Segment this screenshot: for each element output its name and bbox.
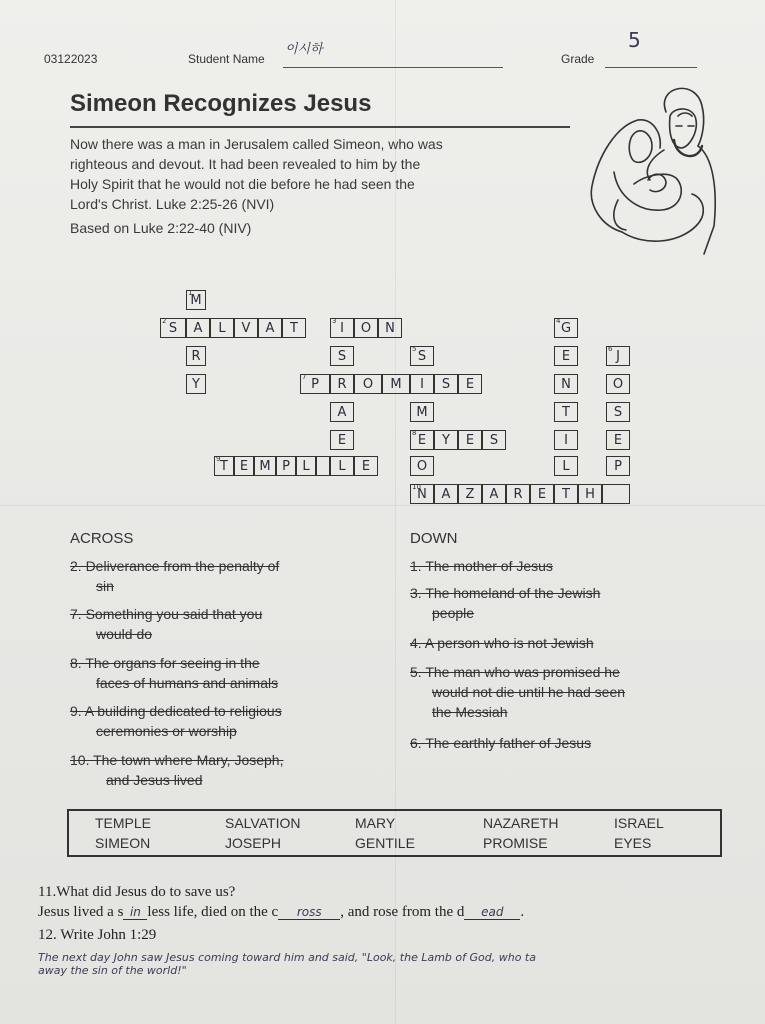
worksheet-title: Simeon Recognizes Jesus: [70, 90, 372, 117]
crossword-cell[interactable]: 1 M: [186, 290, 206, 310]
worksheet-code: 03122023: [44, 52, 98, 66]
crossword-cell[interactable]: 3 I: [330, 318, 354, 338]
crossword-cell[interactable]: L: [330, 456, 354, 476]
blank-sin[interactable]: in: [123, 905, 147, 920]
crossword-cell[interactable]: E: [554, 346, 578, 366]
clue-line: the Messiah: [432, 704, 508, 720]
crossword-cell[interactable]: 5 S: [410, 346, 434, 366]
blank-cross[interactable]: ross: [278, 905, 340, 920]
crossword-cell[interactable]: N: [554, 374, 578, 394]
answer-line: The next day John saw Jesus coming toward him and said, "Look, the Lamb of God, who ta: [38, 951, 536, 964]
clue-line: 10. The town where Mary, Joseph,: [70, 752, 284, 768]
down-clue-4: [410, 633, 594, 653]
based-on-reference: Based on Luke 2:22-40 (NIV): [70, 220, 252, 236]
crossword-cell[interactable]: S: [330, 346, 354, 366]
crossword-cell[interactable]: [316, 456, 330, 476]
crossword-cell[interactable]: Y: [186, 374, 206, 394]
question-12-answer[interactable]: [38, 951, 765, 977]
clue-line: 7. Something you said that you: [70, 606, 263, 622]
crossword-cell[interactable]: 6 J: [606, 346, 630, 366]
crossword-cell[interactable]: A: [482, 484, 506, 504]
word-bank-item: PROMISE: [483, 835, 548, 851]
question-11: 11.What did Jesus do to save us?: [38, 884, 236, 900]
clue-line: faces of humans and animals: [96, 675, 279, 691]
down-clue-3: [410, 583, 600, 623]
clue-line: 2. Deliverance from the penalty of: [70, 558, 280, 574]
crossword-cell[interactable]: E: [530, 484, 554, 504]
word-bank: [67, 809, 722, 857]
word-bank-item: SALVATION: [225, 815, 301, 831]
across-clue-8: [70, 653, 278, 693]
clue-line: 5. The man who was promised he: [410, 664, 620, 680]
down-heading: DOWN: [410, 530, 458, 547]
crossword-cell[interactable]: P: [606, 456, 630, 476]
question-12: 12. Write John 1:29: [38, 927, 157, 943]
crossword-cell[interactable]: E: [458, 374, 482, 394]
word-bank-item: EYES: [614, 835, 652, 851]
crossword-cell[interactable]: L: [296, 456, 316, 476]
clue-line: 4. A person who is not Jewish: [410, 635, 594, 651]
crossword-cell[interactable]: R: [330, 374, 354, 394]
crossword-cell[interactable]: Y: [434, 430, 458, 450]
crossword-cell[interactable]: E: [330, 430, 354, 450]
crossword-cell[interactable]: T: [282, 318, 306, 338]
clue-number: 6: [608, 345, 613, 353]
crossword-cell[interactable]: 4 G: [554, 318, 578, 338]
clue-number: 4: [556, 317, 561, 325]
clue-line: 8. The organs for seeing in the: [70, 655, 260, 671]
clue-number: 7: [302, 373, 307, 381]
word-bank-item: TEMPLE: [95, 815, 152, 831]
grade-value: 5: [628, 28, 641, 52]
crossword-cell[interactable]: O: [606, 374, 630, 394]
clue-number: 3: [332, 317, 337, 325]
grade-label: Grade: [561, 52, 595, 66]
clue-line: 1. The mother of Jesus: [410, 558, 553, 574]
crossword-cell[interactable]: O: [354, 318, 378, 338]
clue-line: 9. A building dedicated to religious: [70, 703, 282, 719]
crossword-cell[interactable]: I: [554, 430, 578, 450]
student-name-value: 이시하: [285, 42, 323, 57]
crossword-cell[interactable]: A: [434, 484, 458, 504]
clue-number: 8: [412, 429, 417, 437]
clue-line: ceremonies or worship: [96, 723, 237, 739]
clue-line: people: [432, 605, 475, 621]
question-11-answer: [38, 904, 524, 921]
verse-line: Now there was a man in Jerusalem called Simeon, who was: [70, 136, 443, 152]
crossword-cell[interactable]: E: [354, 456, 378, 476]
crossword-cell[interactable]: L: [554, 456, 578, 476]
verse-line: Holy Spirit that he would not die before he had seen the: [70, 176, 415, 192]
across-clue-7: [70, 604, 262, 644]
verse-line: Lord's Christ. Luke 2:25-26 (NVI): [70, 196, 275, 212]
verse-line: righteous and devout. It had been revealed to him by the: [70, 156, 421, 172]
word-bank-item: SIMEON: [95, 835, 151, 851]
word-bank-item: JOSEPH: [225, 835, 282, 851]
crossword-cell[interactable]: I: [410, 374, 434, 394]
across-clue-10: [70, 750, 283, 790]
crossword-cell[interactable]: 9 T: [214, 456, 234, 476]
clue-number: 5: [412, 345, 417, 353]
clue-line: and Jesus lived: [106, 772, 203, 788]
down-clue-1: [410, 556, 553, 576]
crossword-cell[interactable]: T: [554, 402, 578, 422]
clue-number: 9: [216, 455, 221, 463]
crossword-cell[interactable]: R: [186, 346, 206, 366]
crossword-cell[interactable]: A: [186, 318, 210, 338]
crossword-cell[interactable]: O: [354, 374, 382, 394]
clue-line: would do: [96, 626, 153, 642]
answer-text: Jesus lived a s: [38, 904, 124, 920]
student-name-label: Student Name: [188, 52, 265, 66]
crossword-cell[interactable]: M: [410, 402, 434, 422]
crossword-cell[interactable]: 7 P: [300, 374, 330, 394]
crossword-cell[interactable]: S: [482, 430, 506, 450]
answer-text: , and rose from the d: [340, 904, 465, 920]
crossword-cell[interactable]: E: [606, 430, 630, 450]
word-bank-item: NAZARETH: [483, 815, 559, 831]
clue-number: 10: [412, 483, 421, 491]
crossword-cell[interactable]: E: [234, 456, 254, 476]
clue-line: 6. The earthly father of Jesus: [410, 735, 592, 751]
crossword-cell[interactable]: 10 N: [410, 484, 434, 504]
word-bank-item: GENTILE: [355, 835, 415, 851]
crossword-cell[interactable]: M: [254, 456, 276, 476]
crossword-cell[interactable]: [602, 484, 630, 504]
crossword-cell[interactable]: 2 S: [160, 318, 186, 338]
crossword-cell[interactable]: Z: [458, 484, 482, 504]
clue-line: would not die until he had seen: [432, 684, 626, 700]
clue-number: 2: [162, 317, 167, 325]
crossword-cell[interactable]: P: [276, 456, 296, 476]
crossword-cell[interactable]: N: [378, 318, 402, 338]
word-bank-item: ISRAEL: [614, 815, 664, 831]
crossword-cell[interactable]: S: [434, 374, 458, 394]
across-clue-2: [70, 556, 279, 596]
crossword-cell[interactable]: A: [258, 318, 282, 338]
across-heading: ACROSS: [70, 530, 134, 547]
clue-line: sin: [96, 578, 114, 594]
crossword-cell[interactable]: 8 E: [410, 430, 434, 450]
crossword-cell[interactable]: R: [506, 484, 530, 504]
blank-dead[interactable]: ead: [464, 905, 520, 920]
answer-text: .: [520, 904, 525, 920]
crossword-cell[interactable]: H: [578, 484, 602, 504]
crossword-cell[interactable]: S: [606, 402, 630, 422]
crossword-cell[interactable]: T: [554, 484, 578, 504]
crossword-cell[interactable]: A: [330, 402, 354, 422]
crossword-cell[interactable]: E: [458, 430, 482, 450]
down-clue-5: [410, 662, 625, 722]
crossword-cell[interactable]: V: [234, 318, 258, 338]
crossword-cell[interactable]: L: [210, 318, 234, 338]
word-bank-item: MARY: [355, 815, 396, 831]
clue-number: 1: [188, 289, 193, 297]
down-clue-6: [410, 733, 591, 753]
crossword-cell[interactable]: O: [410, 456, 434, 476]
clue-line: 3. The homeland of the Jewish: [410, 585, 601, 601]
crossword-cell[interactable]: M: [382, 374, 410, 394]
answer-text: less life, died on the c: [147, 904, 279, 920]
across-clue-9: [70, 701, 282, 741]
answer-line: away the sin of the world!": [38, 964, 187, 977]
